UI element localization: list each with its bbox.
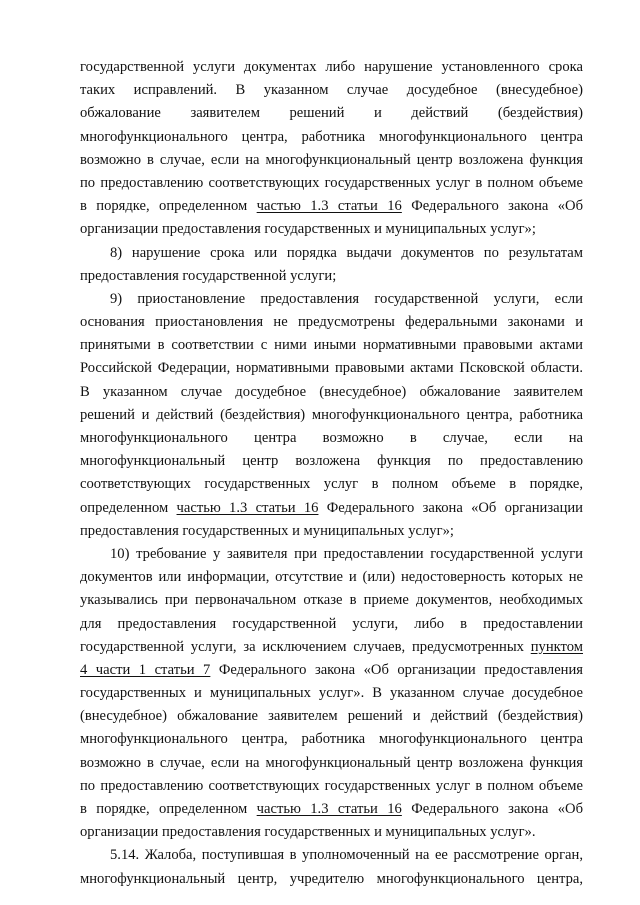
- text-line: [80, 844, 583, 867]
- text-line: [80, 195, 583, 218]
- text-line: [80, 821, 583, 844]
- text-span: (внесудебное) обжалование заявителем решений и действий (бездействия): [80, 708, 583, 725]
- text-span: 8) нарушение срока или порядка выдачи документов по результатам: [110, 244, 583, 261]
- text-span: предоставления государственных и муниципальных услуг»;: [80, 522, 454, 539]
- text-line: [80, 682, 583, 705]
- text-span: 10) требование у заявителя при предоставлении государственной услуги: [110, 545, 583, 562]
- law-reference-link[interactable]: частью 1.3 статьи 16: [256, 198, 402, 215]
- text-span: по предоставлению соответствующих государственных услуг в полном объеме: [80, 174, 583, 191]
- text-span: возможно в случае, если на многофункциональный центр возложена функция: [80, 151, 583, 168]
- text-span: документов или информации, отсутствие и (или) недостоверность которых не: [80, 569, 583, 586]
- law-reference-link[interactable]: частью 1.3 статьи 16: [256, 801, 402, 817]
- text-line: [80, 357, 583, 380]
- text-line: [80, 613, 583, 636]
- law-reference-link[interactable]: 4 части 1 статьи 7: [80, 661, 211, 678]
- text-line: [80, 497, 583, 520]
- text-line: [80, 473, 583, 496]
- text-span: 9) приостановление предоставления государственной услуги, если: [110, 290, 583, 307]
- text-span: для предоставления государственной услуги, либо в предоставлении: [80, 615, 583, 632]
- text-span: обжалование заявителем решений и действий (бездействия): [80, 105, 583, 122]
- text-span: организации предоставления государственных и муниципальных услуг».: [80, 824, 536, 841]
- text-span: Федерального закона «Об организации: [318, 499, 583, 516]
- text-line: [80, 450, 583, 473]
- text-span: таких исправлений. В указанном случае досудебное (внесудебное): [80, 82, 583, 99]
- text-line: [80, 56, 583, 79]
- text-line: [80, 752, 583, 775]
- text-span: Федерального закона «Об: [401, 198, 583, 215]
- text-span: 5.14. Жалоба, поступившая в уполномоченный на ее рассмотрение орган,: [110, 847, 583, 864]
- text-span: государственных и муниципальных услуг». В указанном случае досудебное: [80, 685, 583, 702]
- text-line: [80, 149, 583, 172]
- text-line: [80, 589, 583, 612]
- text-span: Российской Федерации, нормативными правовыми актами Псковской области.: [80, 360, 583, 377]
- law-reference-link[interactable]: частью 1.3 статьи 16: [176, 499, 319, 516]
- text-line: [80, 381, 583, 404]
- text-span: Федерального закона «Об организации предоставления: [210, 661, 583, 678]
- text-span: по предоставлению соответствующих государственных услуг в полном объеме: [80, 777, 583, 794]
- text-line: [80, 126, 583, 149]
- text-line: [80, 775, 583, 798]
- text-span: В указанном случае досудебное (внесудебное) обжалование заявителем: [80, 383, 583, 400]
- text-line: [80, 265, 583, 288]
- text-line: [80, 543, 583, 566]
- text-line: [80, 79, 583, 102]
- text-span: государственной услуги, за исключением случаев, предусмотренных: [80, 638, 531, 655]
- law-reference-link[interactable]: пунктом: [530, 638, 583, 655]
- text-span: определенном: [80, 499, 177, 516]
- text-line: [80, 288, 583, 311]
- text-line: [80, 659, 583, 682]
- text-line: [80, 172, 583, 195]
- document-body-text: [80, 56, 583, 891]
- text-line: [80, 311, 583, 334]
- text-span: соответствующих государственных услуг в полном объеме в порядке,: [80, 476, 583, 493]
- text-span: многофункционального центра, работника многофункционального центра: [80, 731, 583, 748]
- text-span: решений и действий (бездействия) многофункционального центра, работника: [80, 406, 583, 423]
- text-line: [80, 334, 583, 357]
- text-span: многофункциональный центр, учредителю многофункционального центра,: [80, 870, 583, 887]
- text-span: многофункционального центра, работника многофункционального центра: [80, 128, 583, 145]
- text-line: [80, 566, 583, 589]
- text-span: принятыми в соответствии с ними иными нормативными правовыми актами: [80, 337, 583, 354]
- text-span: государственной услуги документах либо нарушение установленного срока: [80, 59, 583, 75]
- text-span: возможно в случае, если на многофункциональный центр возложена функция: [80, 754, 583, 771]
- text-line: [80, 868, 583, 891]
- text-span: в порядке, определенном: [80, 198, 257, 215]
- text-line: [80, 705, 583, 728]
- text-line: [80, 242, 583, 265]
- text-line: [80, 102, 583, 125]
- text-span: организации предоставления государственных и муниципальных услуг»;: [80, 221, 536, 238]
- text-line: [80, 728, 583, 751]
- text-line: [80, 798, 583, 821]
- text-line: [80, 218, 583, 241]
- text-span: основания приостановления не предусмотрены федеральными законами и: [80, 314, 583, 331]
- text-span: предоставления государственной услуги;: [80, 267, 337, 284]
- text-span: в порядке, определенном: [80, 801, 257, 817]
- text-span: многофункциональный центр возложена функция по предоставлению: [80, 453, 583, 470]
- text-line: [80, 404, 583, 427]
- text-span: Федерального закона «Об: [401, 801, 583, 817]
- text-span: указывались при первоначальном отказе в приеме документов, необходимых: [80, 592, 583, 609]
- text-line: [80, 636, 583, 659]
- text-line: [80, 520, 583, 543]
- text-span: многофункционального центра возможно в случае, если на: [80, 430, 583, 446]
- text-line: [80, 427, 583, 450]
